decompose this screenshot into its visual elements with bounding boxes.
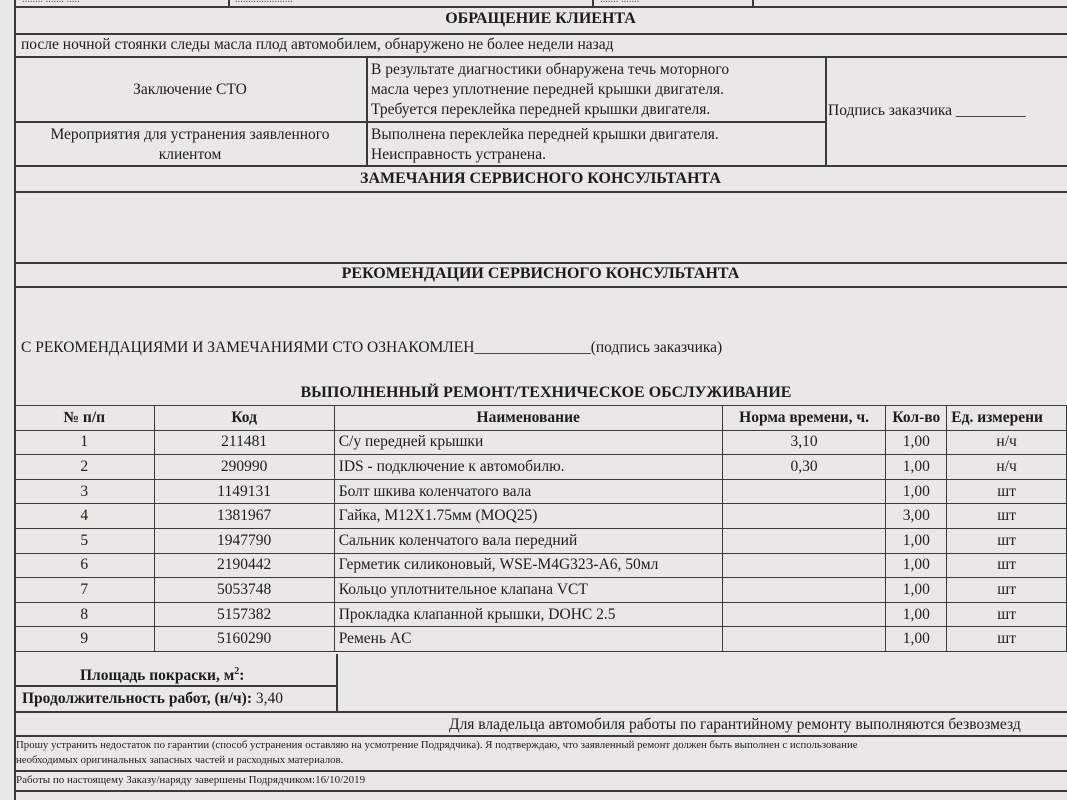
divider [14,711,1067,713]
cell-time-norm [722,602,886,627]
cell-time-norm [722,504,886,529]
cell-quantity: 1,00 [886,455,947,480]
cell-name: IDS - подключение к автомобилю. [334,455,722,480]
completion-text: Работы по настоящему Заказу/наряду завершены Подрядчиком:16/10/2019 [16,774,366,786]
duration: Продолжительность работ, (н/ч): 3,40 [22,690,283,707]
cell-code: 5157382 [154,602,334,627]
table-row [15,430,1067,455]
cell-time-norm [722,479,886,504]
divider [366,56,368,165]
table-row [15,553,1067,578]
divider [14,6,1067,8]
cell-code: 5160290 [154,627,334,652]
col-header-quantity: Кол-во [886,406,947,431]
cell-quantity: 1,00 [886,528,947,553]
cell-code: 1381967 [154,504,334,529]
measures-line: Выполнена переклейка передней крышки двигателя. [371,126,719,143]
cell-code: 211481 [154,430,334,455]
cell-number: 7 [15,578,155,603]
divider [14,685,337,687]
cell-number: 2 [15,455,155,480]
col-header-code: Код [154,406,334,431]
cell-name: Сальник коленчатого вала передний [334,528,722,553]
col-header-time-norm: Норма времени, ч. [722,406,886,431]
divider [14,770,1067,772]
cell-name: Прокладка клапанной крышки, DOHC 2.5 [334,602,722,627]
cell-time-norm [722,528,886,553]
cell-name: С/у передней крышки [334,430,722,455]
measures-label: Мероприятия для устранения заявленного [50,126,330,143]
cell-number: 9 [15,627,155,652]
cell-number: 3 [15,479,155,504]
request-title: ОБРАЩЕНИЕ КЛИЕНТА [445,10,636,27]
divider [336,654,338,712]
cell-code: 1947790 [154,528,334,553]
table-row [15,627,1067,652]
acknowledgement-text: С РЕКОМЕНДАЦИЯМИ И ЗАМЕЧАНИЯМИ СТО ОЗНАКОМЛЕН_______________(подпись заказчика) [21,339,723,356]
cell-time-norm [722,553,886,578]
cell-time-norm: 0,30 [722,455,886,480]
table-row [15,479,1067,504]
paint-area-label: Площадь покраски, $м^2$: [80,666,245,685]
cell-name: Гайка, M12X1.75мм (MOQ25) [334,504,722,529]
col-header-number: № п/п [15,406,155,431]
table-row [15,455,1067,480]
table-row [15,528,1067,553]
repair-table [14,405,1067,652]
cell-unit: н/ч [947,455,1067,480]
duration-value: 3,40 [255,690,283,707]
cell-name: Ремень AC [334,627,722,652]
conclusion-label: Заключение СТО [133,81,247,98]
table-row [15,602,1067,627]
table-header-row [15,406,1067,431]
divider [14,286,1067,288]
remarks-title: ЗАМЕЧАНИЯ СЕРВИСНОГО КОНСУЛЬТАНТА [360,170,721,187]
cell-time-norm [722,578,886,603]
cell-number: 5 [15,528,155,553]
cell-number: 4 [15,504,155,529]
measures-line: Неисправность устранена. [371,146,546,163]
cell-name: Кольцо уплотнительное клапана VCT [334,578,722,603]
cell-quantity: 1,00 [886,479,947,504]
divider [14,790,1067,792]
cell-number: 8 [15,602,155,627]
divider [825,56,827,165]
cell-code: 1149131 [154,479,334,504]
recommendations-title: РЕКОМЕНДАЦИИ СЕРВИСНОГО КОНСУЛЬТАНТА [341,265,740,282]
divider [14,735,1067,737]
repair-title: ВЫПОЛНЕННЫЙ РЕМОНТ/ТЕХНИЧЕСКОЕ ОБСЛУЖИВАНИЕ [300,384,792,401]
table-row [15,578,1067,603]
cell-number: 1 [15,430,155,455]
cell-code: 5053748 [154,578,334,603]
col-header-unit: Ед. измерени [947,406,1067,431]
cell-time-norm [722,627,886,652]
cell-code: 290990 [154,455,334,480]
cell-name: Герметик силиконовый, WSE-M4G323-A6, 50мл [334,553,722,578]
signature-label: Подпись заказчика _________ [828,102,1026,119]
divider [14,191,1067,193]
cell-quantity: 1,00 [886,602,947,627]
cell-unit: н/ч [947,430,1067,455]
cell-name: Болт шкива коленчатого вала [334,479,722,504]
cell-quantity: 1,00 [886,430,947,455]
divider [14,121,826,123]
cell-number: 6 [15,553,155,578]
conclusion-line: Требуется переклейка передней крышки двигателя. [371,101,711,118]
cell-quantity: 1,00 [886,627,947,652]
divider [14,165,1067,167]
cell-time-norm: 3,10 [722,430,886,455]
conclusion-line: В результате диагностики обнаружена течь моторного [371,61,730,78]
cell-quantity: 1,00 [886,553,947,578]
col-header-name: Наименование [334,406,722,431]
warranty-text: Для владельца автомобиля работы по гарантийному ремонту выполняются безвозмезд [449,716,1021,733]
cell-unit: шт [947,578,1067,603]
cell-unit: шт [947,528,1067,553]
cell-quantity: 1,00 [886,578,947,603]
request-note-line: Прошу устранить недостаток по гарантии (способ устранения оставляю на усмотрение Подрядчика). Я подтверждаю, что заявленный ремонт должен быть выполнен с использование [16,739,858,751]
cell-unit: шт [947,553,1067,578]
cell-quantity: 3,00 [886,504,947,529]
cell-unit: шт [947,504,1067,529]
measures-label: клиентом [158,146,222,163]
cell-code: 2190442 [154,553,334,578]
request-text: после ночной стоянки следы масла плод автомобилем, обнаружено не более недели назад [21,36,614,53]
cell-unit: шт [947,479,1067,504]
divider [14,56,1067,58]
conclusion-line: масла через уплотнение передней крышки двигателя. [371,81,724,98]
cell-unit: шт [947,627,1067,652]
table-row [15,504,1067,529]
cell-unit: шт [947,602,1067,627]
request-note-line: необходимых оригинальных запасных частей и расходных материалов. [16,754,344,766]
